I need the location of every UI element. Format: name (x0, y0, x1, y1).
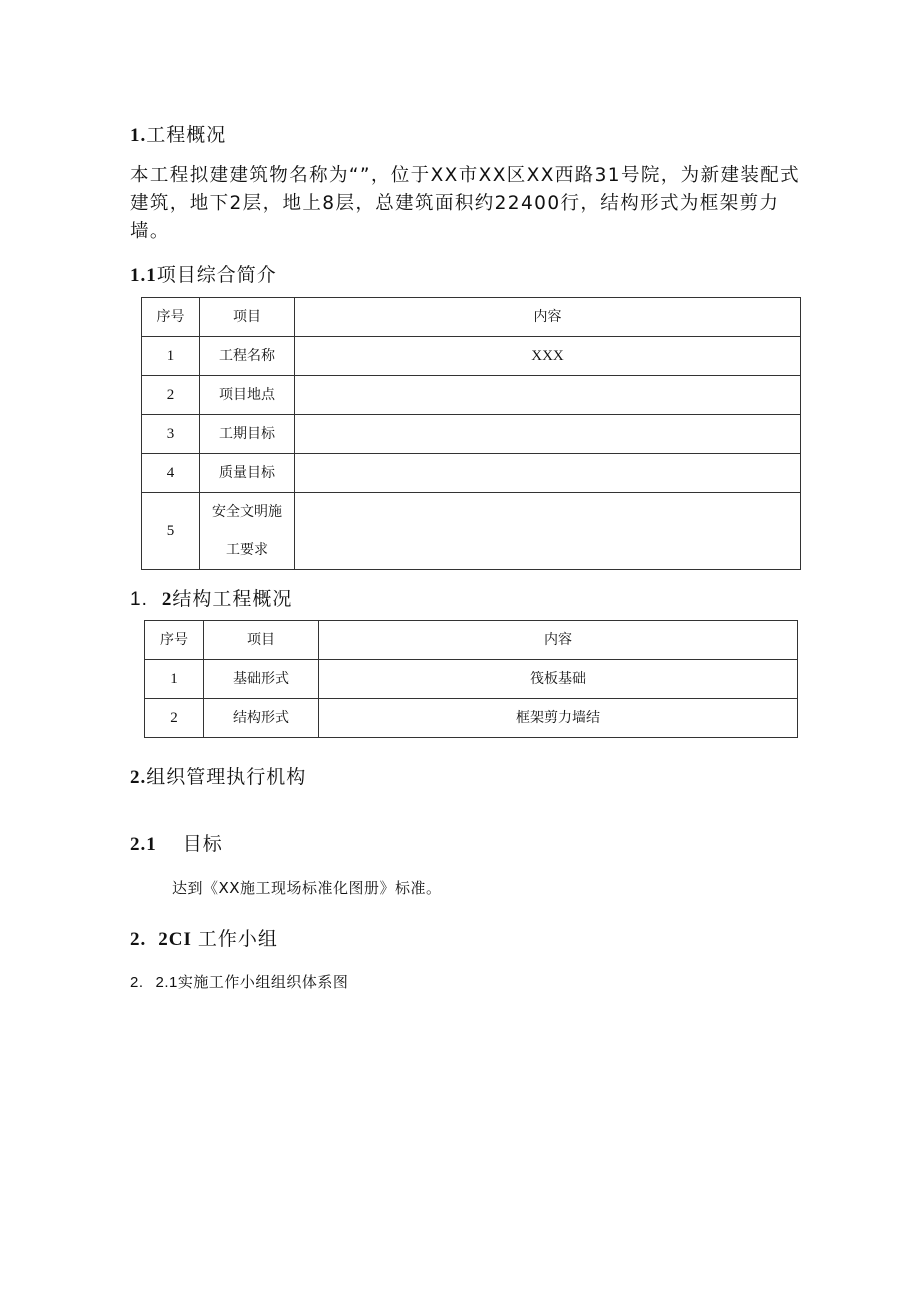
row-content: XXX (295, 337, 801, 376)
table-row (142, 454, 801, 493)
section-2-1-number: 2.1 (130, 834, 157, 855)
table-header-row (145, 621, 798, 660)
row-content (295, 454, 801, 493)
section-2-title: 组织管理执行机构 (146, 766, 307, 788)
row-no: 2 (145, 699, 204, 738)
table-row (142, 415, 801, 454)
row-no: 4 (142, 454, 200, 493)
row-content (295, 376, 801, 415)
row-content (295, 493, 801, 570)
section-1-heading (130, 120, 226, 147)
section-2-number: 2. (130, 767, 147, 788)
section-1-2-prefix: 1. (130, 589, 148, 610)
section-2-2-1-title: 实施工作小组组织体系图 (177, 973, 349, 991)
table-row (142, 337, 801, 376)
table-row (145, 660, 798, 699)
project-summary-table (141, 297, 801, 570)
row-no: 5 (142, 493, 200, 570)
section-2-2-1-prefix: 2. (130, 974, 144, 991)
section-2-2-1-heading (130, 971, 348, 992)
section-1-1-number: 1.1 (130, 265, 157, 286)
table-row (145, 699, 798, 738)
header-no: 序号 (142, 298, 200, 337)
section-2-2-title: 工作小组 (197, 928, 278, 950)
row-item: 基础形式 (204, 660, 319, 699)
section-2-1-heading (130, 829, 223, 856)
structure-overview-table (144, 620, 798, 738)
section-2-2-number-suffix: 2CI (158, 929, 192, 950)
row-item-line-1: 安全文明施 (212, 504, 282, 520)
section-2-2-1-number: 2.1 (155, 974, 178, 991)
row-item (200, 493, 295, 570)
row-no: 1 (142, 337, 200, 376)
row-item: 工程名称 (200, 337, 295, 376)
table-row (142, 493, 801, 570)
header-item: 项目 (204, 621, 319, 660)
row-content: 框架剪力墙结 (319, 699, 798, 738)
section-2-heading (130, 762, 306, 789)
section-1-body: 本工程拟建建筑物名称为“”，位于XX市XX区XX西路31号院，为新建装配式建筑，地下2层，地上8层，总建筑面积约22400行，结构形式为框架剪力墙。 (130, 165, 801, 242)
row-item: 项目地点 (200, 376, 295, 415)
section-2-2-heading (130, 924, 278, 951)
header-no: 序号 (145, 621, 204, 660)
row-item: 结构形式 (204, 699, 319, 738)
section-1-title: 工程概况 (146, 124, 227, 146)
row-item: 质量目标 (200, 454, 295, 493)
row-content: 筏板基础 (319, 660, 798, 699)
section-1-number: 1. (130, 125, 147, 146)
section-2-1-body: 达到《XX施工现场标准化图册》标准。 (172, 879, 442, 897)
row-no: 2 (142, 376, 200, 415)
section-1-1-title: 项目综合简介 (156, 264, 277, 286)
table-row (142, 376, 801, 415)
section-1-1-heading (130, 260, 277, 287)
section-1-2-number: 2 (161, 589, 173, 610)
header-content: 内容 (295, 298, 801, 337)
header-item: 项目 (200, 298, 295, 337)
header-content: 内容 (319, 621, 798, 660)
section-1-2-heading (130, 584, 292, 611)
section-2-1-title: 目标 (182, 833, 223, 855)
row-content (295, 415, 801, 454)
row-no: 3 (142, 415, 200, 454)
table-header-row (142, 298, 801, 337)
row-item-line-2: 工要求 (226, 542, 268, 558)
section-2-2-number: 2. (130, 929, 147, 950)
section-1-2-title: 结构工程概况 (172, 588, 293, 610)
row-item: 工期目标 (200, 415, 295, 454)
row-no: 1 (145, 660, 204, 699)
